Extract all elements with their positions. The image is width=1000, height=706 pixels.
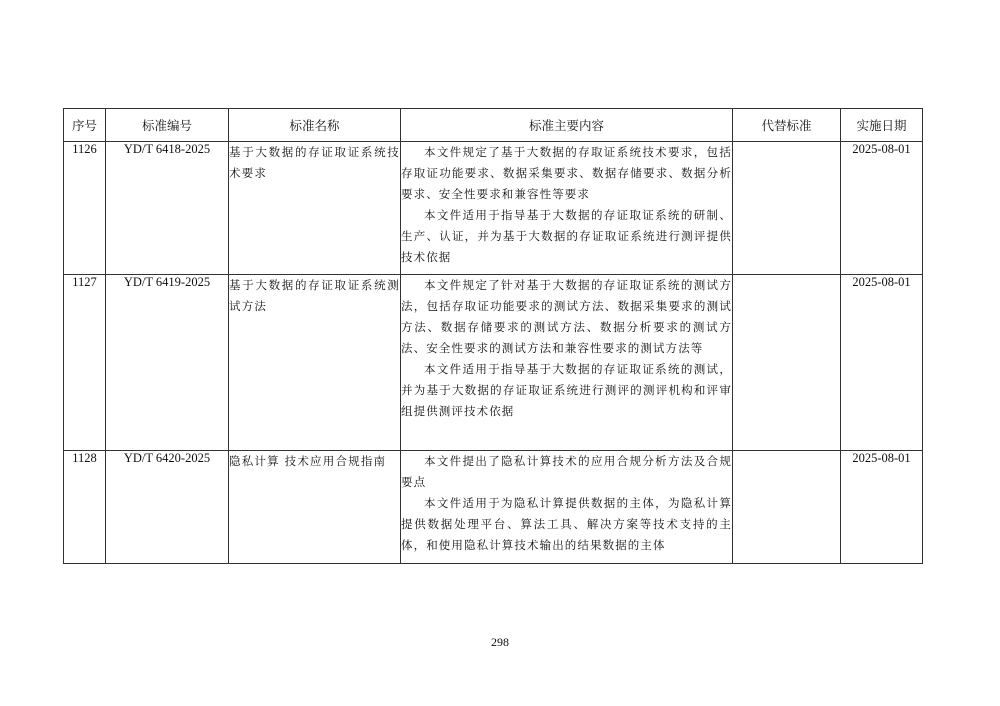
content-paragraph: 本文件规定了针对基于大数据的存证取证系统的测试方法，包括存取证功能要求的测试方法、数据采集要求的测试方法、数据存储要求的测试方法、数据分析要求的测试方法、安全性要求的测试方法和兼容性要求的测试方法等 xyxy=(401,278,732,355)
row-serial-number: 1128 xyxy=(64,451,106,564)
row-standard-code: YD/T 6420-2025 xyxy=(106,451,229,564)
row-standard-code: YD/T 6419-2025 xyxy=(106,275,229,451)
row-main-content xyxy=(401,275,733,451)
content-paragraph: 本文件提出了隐私计算技术的应用合规分析方法及合规要点 xyxy=(401,454,732,489)
row-serial-number: 1127 xyxy=(64,275,106,451)
row-serial-number: 1126 xyxy=(64,142,106,275)
header-replaced-standard: 代替标准 xyxy=(733,109,841,142)
row-replaced-standard xyxy=(733,275,841,451)
row-implementation-date: 2025-08-01 xyxy=(841,275,923,451)
table-row xyxy=(64,451,923,564)
row-replaced-standard xyxy=(733,451,841,564)
row-main-content xyxy=(401,451,733,564)
header-standard-name: 标准名称 xyxy=(229,109,401,142)
row-implementation-date: 2025-08-01 xyxy=(841,142,923,275)
header-standard-code: 标准编号 xyxy=(106,109,229,142)
standards-table xyxy=(63,108,923,564)
table-header-row xyxy=(64,109,923,142)
row-standard-name: 隐私计算 技术应用合规指南 xyxy=(229,451,401,564)
table-row xyxy=(64,275,923,451)
row-implementation-date: 2025-08-01 xyxy=(841,451,923,564)
header-implementation-date: 实施日期 xyxy=(841,109,923,142)
header-main-content: 标准主要内容 xyxy=(401,109,733,142)
row-replaced-standard xyxy=(733,142,841,275)
content-paragraph: 本文件适用于为隐私计算提供数据的主体，为隐私计算提供数据处理平台、算法工具、解决方案等技术支持的主体，和使用隐私计算技术输出的结果数据的主体 xyxy=(401,496,732,552)
content-paragraph: 本文件适用于指导基于大数据的存证取证系统的研制、生产、认证，并为基于大数据的存证取证系统进行测评提供技术依据 xyxy=(401,208,732,264)
row-standard-name: 基于大数据的存证取证系统技术要求 xyxy=(229,142,401,275)
content-paragraph: 本文件适用于指导基于大数据的存证取证系统的测试，并为基于大数据的存证取证系统进行测评的测评机构和评审组提供测评技术依据 xyxy=(401,362,732,418)
header-serial-number: 序号 xyxy=(64,109,106,142)
page-number: 298 xyxy=(491,635,509,649)
row-standard-code: YD/T 6418-2025 xyxy=(106,142,229,275)
row-standard-name: 基于大数据的存证取证系统测试方法 xyxy=(229,275,401,451)
row-main-content xyxy=(401,142,733,275)
table-row xyxy=(64,142,923,275)
content-paragraph: 本文件规定了基于大数据的存取证系统技术要求，包括存取证功能要求、数据采集要求、数据存储要求、数据分析要求、安全性要求和兼容性等要求 xyxy=(401,145,732,201)
